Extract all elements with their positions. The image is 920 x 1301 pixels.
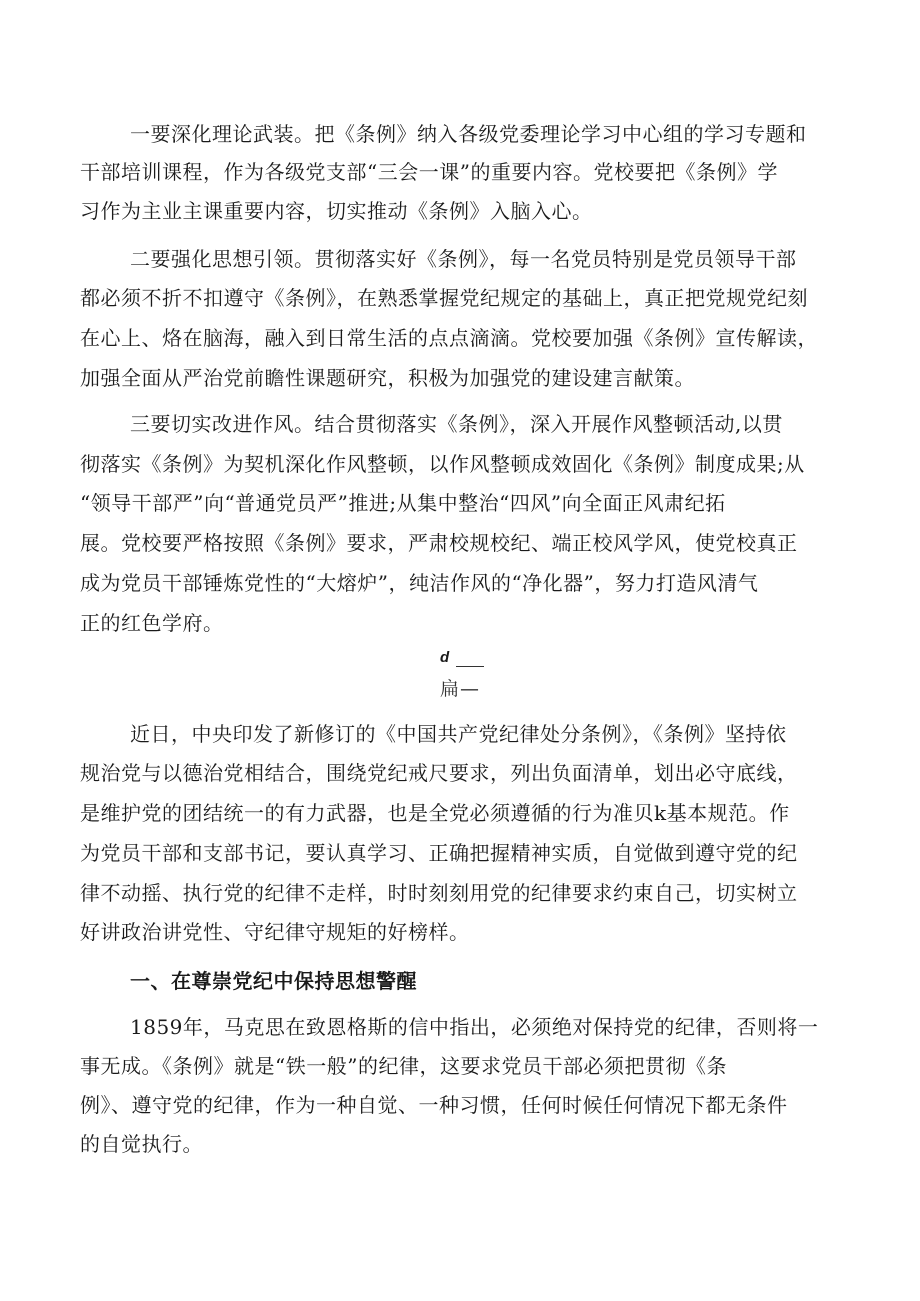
text-line: 习作为主业主课重要内容，切实推动《条例》入脑入心。	[80, 199, 593, 223]
text-line: 规治党与以德治党相结合，围绕党纪戒尺要求，列出负面清单，划出必守底线，	[80, 761, 798, 785]
text-line: “领导干部严”向“普通党员严”推进;从集中整治“四风”向全面正风肃纪拓	[80, 491, 726, 515]
text-line: 展。党校要严格按照《条例》要求，严肃校规校纪、端正校风学风，使党校真正	[80, 531, 798, 555]
text-line: 事无成。《条例》就是“铁一般”的纪律，这要求党员干部必须把贯彻《条	[80, 1054, 727, 1078]
divider-mark: d	[440, 649, 450, 666]
text-line: 在心上、烙在脑海，融入到日常生活的点点滴滴。党校要加强《条例》宣传解读，	[80, 326, 818, 350]
text-line: 1859年，马克思在致恩格斯的信中指出，必须绝对保持党的纪律，否则将一	[130, 1015, 819, 1039]
divider-title: 扁—	[440, 678, 481, 700]
text-line: 律不动摇、执行党的纪律不走样，时时刻刻用党的纪律要求约束自己，切实树立	[80, 881, 798, 905]
text-line: 三要切实改进作风。结合贯彻落实《条例》，深入开展作风整顿活动,以贯	[130, 412, 783, 436]
text-line: 干部培训课程，作为各级党支部“三会一课”的重要内容。党校要把《条例》学	[80, 160, 778, 184]
text-line: 为党员干部和支部书记，要认真学习、正确把握精神实质，自觉做到遵守党的纪	[80, 841, 798, 865]
section-heading: 一、在尊崇党纪中保持思想警醒	[130, 969, 417, 993]
text-line: 二要强化思想引领。贯彻落实好《条例》，每一名党员特别是党员领导干部	[130, 247, 797, 271]
text-line: 加强全面从严治党前瞻性课题研究，积极为加强党的建设建言献策。	[80, 366, 695, 390]
text-line: 正的红色学府。	[80, 611, 224, 635]
text-line: 近日，中央印发了新修订的《中国共产党纪律处分条例》，《条例》坚持依	[130, 722, 787, 746]
text-line: 都必须不折不扣遵守《条例》，在熟悉掌握党纪规定的基础上，真正把党规党纪刻	[80, 286, 808, 310]
text-line: 的自觉执行。	[80, 1132, 203, 1156]
text-line: 成为党员干部锤炼党性的“大熔炉”，纯洁作风的“净化器”，努力打造风清气	[80, 571, 759, 595]
text-line: 好讲政治讲党性、守纪律守规矩的好榜样。	[80, 920, 470, 944]
divider-rule	[456, 666, 484, 667]
text-line: 是维护党的团结统一的有力武器，也是全党必须遵循的行为准贝k基本规范。作	[80, 801, 790, 825]
text-line: 彻落实《条例》为契机深化作风整顿，以作风整顿成效固化《条例》制度成果;从	[80, 452, 805, 476]
text-line: 例》、遵守党的纪律，作为一种自觉、一种习惯，任何时候任何情况下都无条件	[80, 1093, 788, 1117]
text-line: 一要深化理论武装。把《条例》纳入各级党委理论学习中心组的学习专题和	[130, 122, 807, 146]
